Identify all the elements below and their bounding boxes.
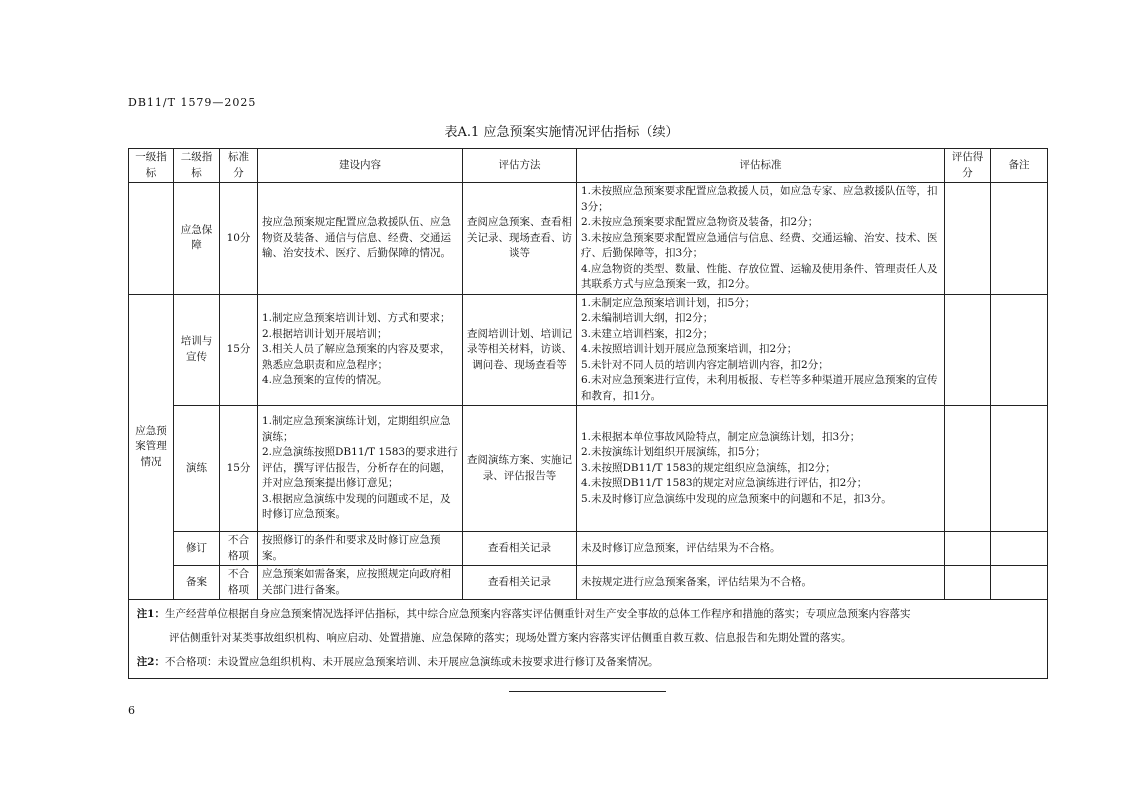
level2-cell: 备案 xyxy=(174,566,220,600)
content-item: 3.根据应急演练中发现的问题或不足，及时修订应急预案。 xyxy=(262,492,451,521)
table-row xyxy=(129,294,1048,406)
criteria-cell xyxy=(577,566,945,600)
score-input-cell xyxy=(945,183,991,295)
content-item: 2.应急演练按照DB11/T 1583的要求进行评估，撰写评估报告，分析存在的问题，并对应急预案提出修订意见； xyxy=(262,446,458,490)
remark-cell xyxy=(991,406,1048,532)
criteria-item: 未及时修订应急预案，评估结果为不合格。 xyxy=(581,541,781,554)
level1-cell: 应急预案管理情况 xyxy=(129,294,174,600)
note-2 xyxy=(135,652,1041,672)
level1-cell xyxy=(129,183,174,295)
table-title: 表A.1 应急预案实施情况评估指标（续） xyxy=(444,125,679,140)
col-header: 建设内容 xyxy=(258,149,463,183)
criteria-item: 3.未按照DB11/T 1583的规定组织应急演练，扣2分； xyxy=(581,461,836,474)
table-row xyxy=(129,566,1048,600)
criteria-item: 5.未针对不同人员的培训内容定制培训内容，扣2分； xyxy=(581,358,829,371)
criteria-cell xyxy=(577,294,945,406)
table-row xyxy=(129,532,1048,566)
criteria-item: 3.未建立培训档案，扣2分； xyxy=(581,327,714,340)
table-row xyxy=(129,406,1048,532)
method-cell: 查看相关记录 xyxy=(463,532,577,566)
criteria-item: 3.未按应急预案要求配置应急通信与信息、经费、交通运输、治安、技术、医疗、后勤保障等，扣3分； xyxy=(581,231,938,259)
note-label: 注1： xyxy=(136,608,165,620)
note-1-cont: 评估侧重针对某类事故组织机构、响应启动、处置措施、应急保障的落实；现场处置方案内容落实评估侧重自救互救、信息报告和先期处置的落实。 xyxy=(169,632,852,644)
score-cell: 15分 xyxy=(220,294,258,406)
note-text: 不合格项：未设置应急组织机构、未开展应急预案培训、未开展应急演练或未按要求进行修订及备案情况。 xyxy=(165,656,659,668)
col-header: 评估方法 xyxy=(463,149,577,183)
col-header: 评估得分 xyxy=(945,149,991,183)
header-row xyxy=(129,149,1048,183)
criteria-item: 2.未按应急预案要求配置应急物资及装备，扣2分； xyxy=(581,216,819,228)
content-item: 1.制定应急预案培训计划、方式和要求； xyxy=(262,312,451,324)
footer-separator xyxy=(509,691,666,692)
criteria-item: 未按规定进行应急预案备案，评估结果为不合格。 xyxy=(581,575,812,588)
remark-cell xyxy=(991,294,1048,406)
criteria-cell xyxy=(577,532,945,566)
level2-cell: 演练 xyxy=(174,406,220,532)
notes-row xyxy=(129,600,1048,679)
content-cell xyxy=(258,406,463,532)
criteria-item: 4.应急物资的类型、数量、性能、存放位置、运输及使用条件、管理责任人及其联系方式与应急预案一致，扣2分。 xyxy=(581,262,938,290)
level2-cell: 培训与宣传 xyxy=(174,294,220,406)
content-item: 应急预案如需备案，应按照规定向政府相关部门进行备案。 xyxy=(262,568,451,596)
method-cell: 查阅演练方案、实施记录、评估报告等 xyxy=(463,406,577,532)
content-item: 1.制定应急预案演练计划，定期组织应急演练； xyxy=(262,415,451,443)
criteria-cell xyxy=(577,406,945,532)
note-1 xyxy=(135,604,1041,624)
score-cell: 不合格项 xyxy=(220,532,258,566)
content-item: 4.应急预案的宣传的情况。 xyxy=(262,374,388,386)
criteria-item: 4.未按照培训计划开展应急预案培训，扣2分； xyxy=(581,343,798,355)
score-input-cell xyxy=(945,566,991,600)
level2-cell: 修订 xyxy=(174,532,220,566)
criteria-item: 1.未根据本单位事故风险特点，制定应急演练计划，扣3分； xyxy=(581,430,861,443)
criteria-item: 1.未制定应急预案培训计划，扣5分； xyxy=(581,296,756,309)
table-row xyxy=(129,183,1048,295)
content-item: 3.相关人员了解应急预案的内容及要求，熟悉应急职责和应急程序； xyxy=(262,343,451,371)
col-header: 标准分 xyxy=(220,149,258,183)
col-header: 一级指标 xyxy=(129,149,174,183)
score-input-cell xyxy=(945,532,991,566)
note-text: 生产经营单位根据自身应急预案情况选择评估指标，其中综合应急预案内容落实评估侧重针对生产安全事故的总体工作程序和措施的落实；专项应急预案内容落实 xyxy=(165,608,911,620)
content-cell xyxy=(258,294,463,406)
score-input-cell xyxy=(945,294,991,406)
content-cell xyxy=(258,183,463,295)
content-cell xyxy=(258,566,463,600)
doc-id: DB11/T 1579—2025 xyxy=(128,96,257,109)
criteria-item: 6.未对应急预案进行宣传，未利用板报、专栏等多种渠道开展应急预案的宣传和教育，扣1分。 xyxy=(581,374,938,402)
criteria-item: 1.未按照应急预案要求配置应急救援人员，如应急专家、应急救援队伍等，扣3分； xyxy=(581,185,938,213)
level2-cell: 应急保障 xyxy=(174,183,220,295)
criteria-item: 4.未按照DB11/T 1583的规定对应急演练进行评估，扣2分； xyxy=(581,477,868,490)
content-item: 按应急预案规定配置应急救援队伍、应急物资及装备、通信与信息、经费、交通运输、治安技术、医疗、后勤保障的情况。 xyxy=(262,216,451,259)
criteria-cell xyxy=(577,183,945,295)
remark-cell xyxy=(991,532,1048,566)
method-cell: 查阅应急预案、查看相关记录、现场查看、访谈等 xyxy=(463,183,577,295)
content-cell xyxy=(258,532,463,566)
score-cell: 不合格项 xyxy=(220,566,258,600)
criteria-item: 2.未按演练计划组织开展演练，扣5分； xyxy=(581,446,766,459)
score-input-cell xyxy=(945,406,991,532)
remark-cell xyxy=(991,183,1048,295)
criteria-item: 2.未编制培训大纲，扣2分； xyxy=(581,312,714,324)
method-cell: 查阅培训计划、培训记录等相关材料，访谈、调问卷、现场查看等 xyxy=(463,294,577,406)
remark-cell xyxy=(991,566,1048,600)
content-item: 按照修订的条件和要求及时修订应急预案。 xyxy=(262,534,441,562)
page-number: 6 xyxy=(128,704,135,717)
score-cell: 15分 xyxy=(220,406,258,532)
col-header: 备注 xyxy=(991,149,1048,183)
score-cell: 10分 xyxy=(220,183,258,295)
content-item: 2.根据培训计划开展培训； xyxy=(262,327,388,340)
col-header: 二级指标 xyxy=(174,149,220,183)
notes-cell xyxy=(129,600,1048,679)
criteria-item: 5.未及时修订应急演练中发现的应急预案中的问题和不足，扣3分。 xyxy=(581,492,892,505)
method-cell: 查看相关记录 xyxy=(463,566,577,600)
col-header: 评估标准 xyxy=(577,149,945,183)
assessment-table xyxy=(128,148,1048,679)
note-label: 注2： xyxy=(136,656,165,668)
